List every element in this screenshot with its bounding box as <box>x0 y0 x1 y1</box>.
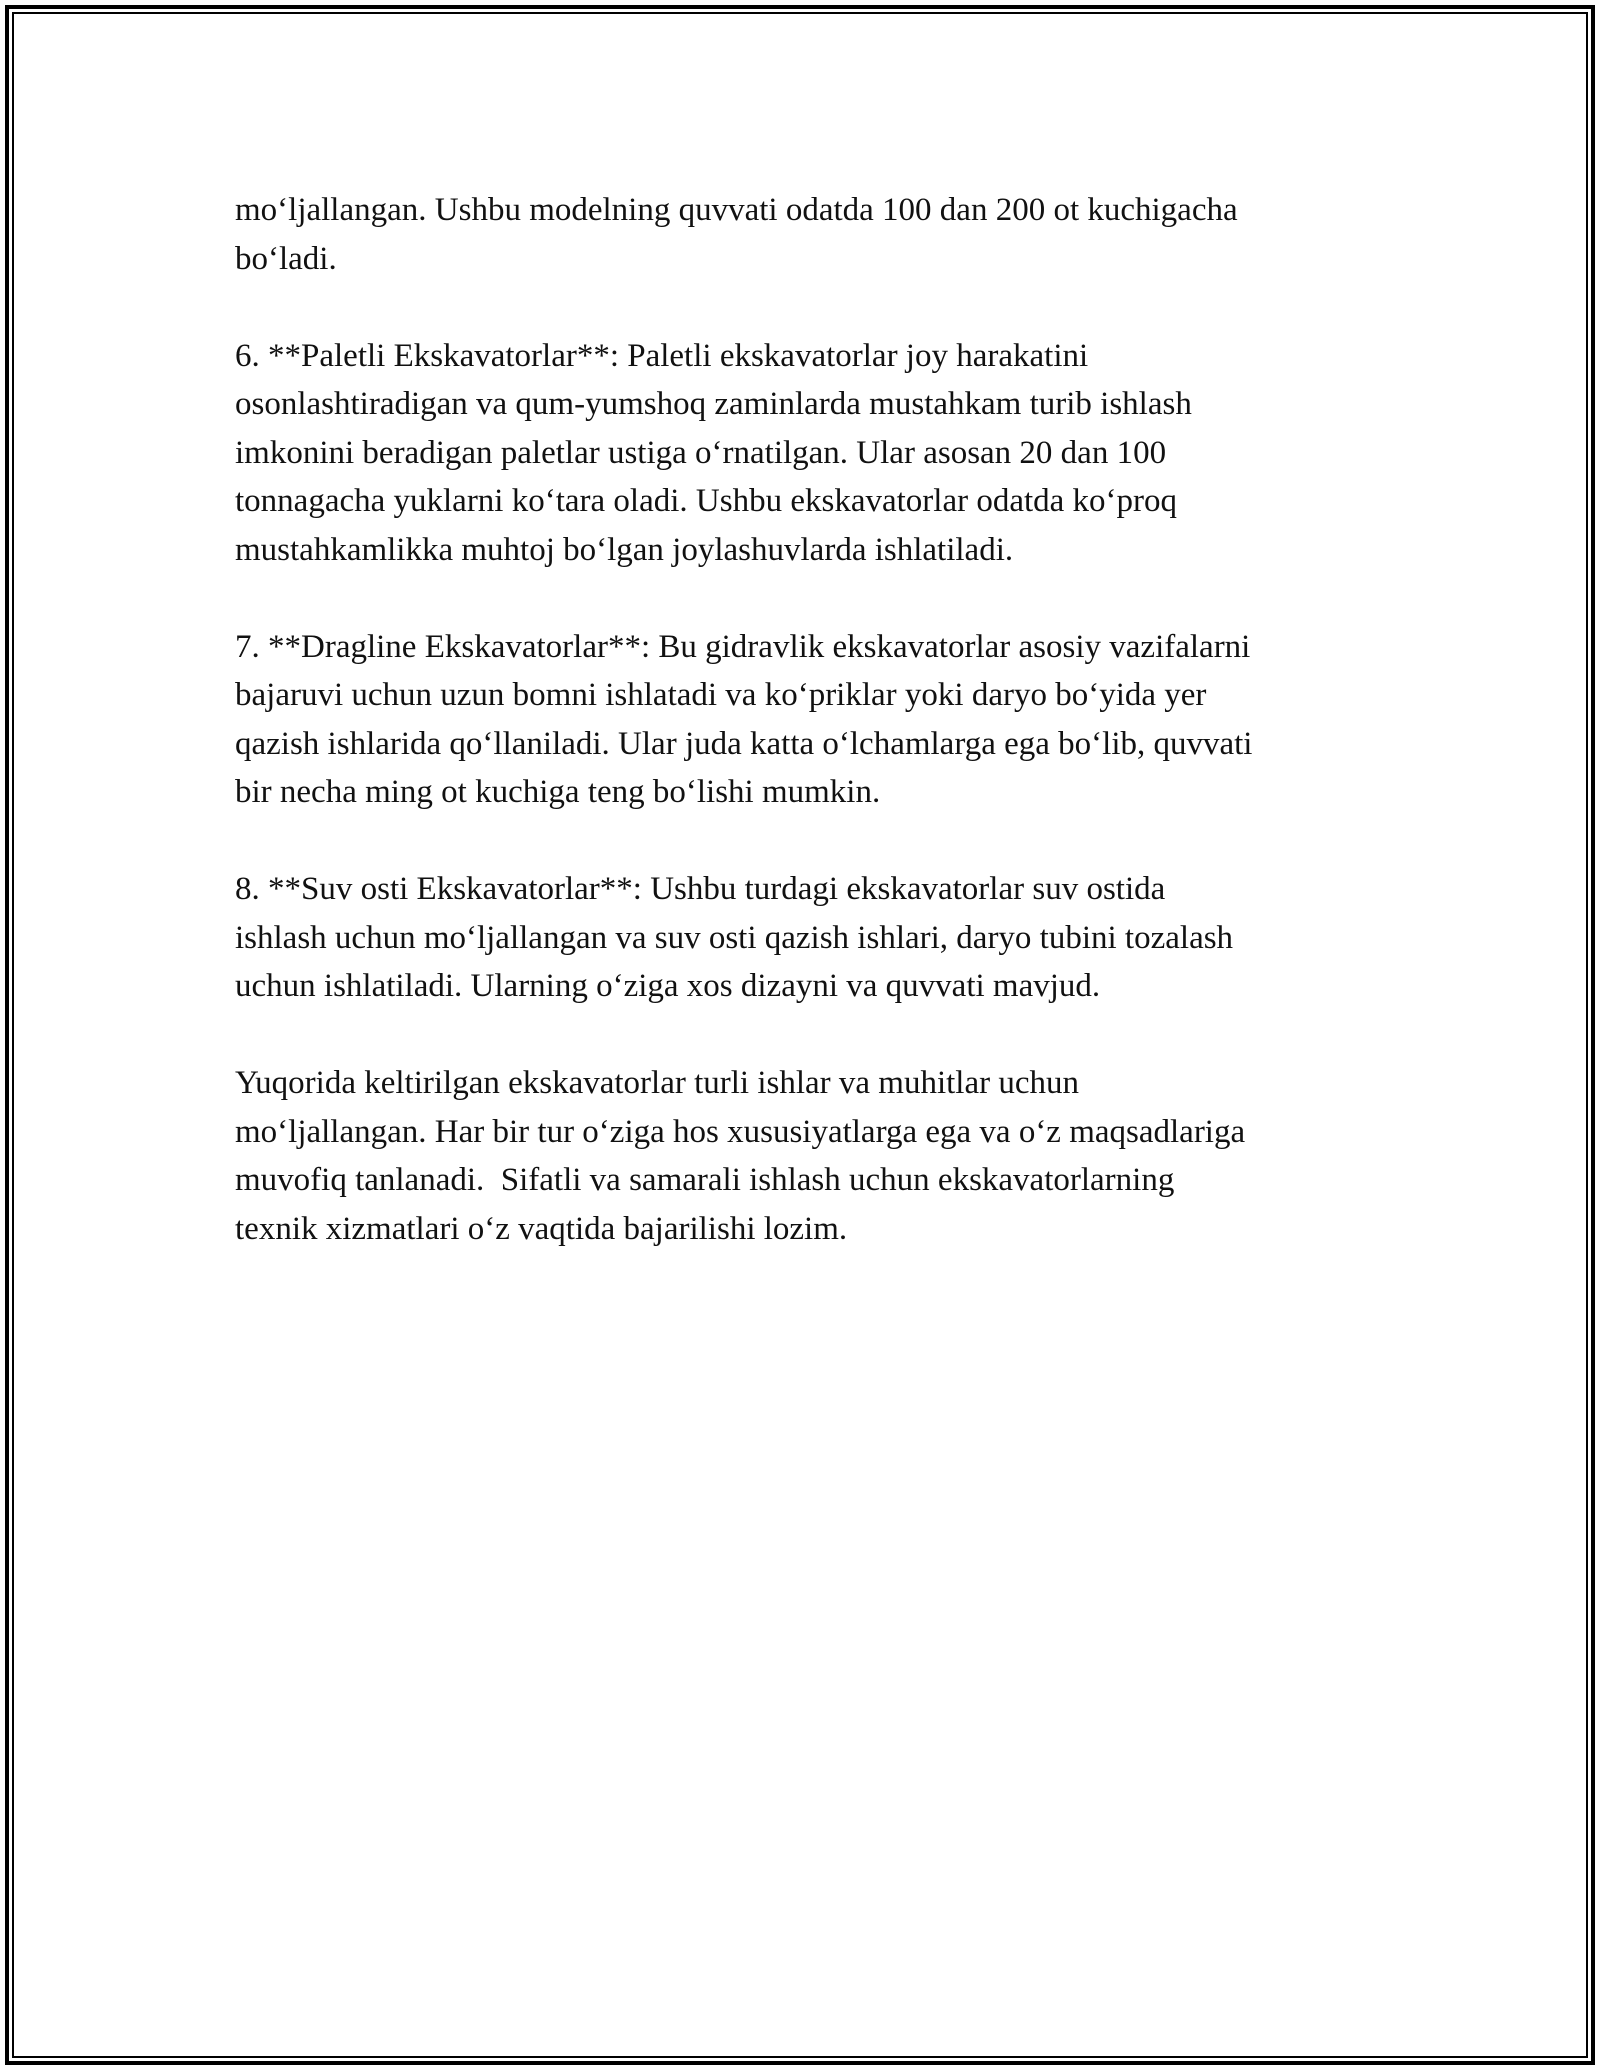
text-line: tonnagacha yuklarni ko‘tara oladi. Ushbu ekskavatorlar odatda ko‘proq <box>235 483 1178 519</box>
text-line: bir necha ming ot kuchiga teng bo‘lishi mumkin. <box>235 774 881 810</box>
paragraph-continuation <box>235 186 1385 283</box>
text-line: bo‘ladi. <box>235 240 337 277</box>
text-line: mustahkamlikka muhtoj bo‘lgan joylashuvlarda ishlatiladi. <box>235 531 1014 568</box>
paragraph-conclusion <box>235 1059 1385 1253</box>
text-line: mo‘ljallangan. Har bir tur o‘ziga hos xususiyatlarga ega va o‘z maqsadlariga <box>235 1113 1246 1150</box>
document-body <box>235 186 1385 1302</box>
paragraph-dragline-ekskavatorlar <box>235 623 1385 817</box>
text-line: uchun ishlatiladi. Ularning o‘ziga xos dizayni va quvvati mavjud. <box>235 968 1101 1004</box>
text-line: osonlashtiradigan va qum-yumshoq zaminlarda mustahkam turib ishlash <box>235 386 1192 422</box>
text-line: 7. **Dragline Ekskavatorlar**: Bu gidravlik ekskavatorlar asosiy vazifalarni <box>235 628 1251 665</box>
text-line: imkonini beradigan paletlar ustiga o‘rnatilgan. Ular asosan 20 dan 100 <box>235 434 1167 471</box>
paragraph-suv-osti-ekskavatorlar <box>235 865 1385 1011</box>
text-line: 8. **Suv osti Ekskavatorlar**: Ushbu turdagi ekskavatorlar suv ostida <box>235 871 1166 907</box>
text-line: qazish ishlarida qo‘llaniladi. Ular juda katta o‘lchamlarga ega bo‘lib, quvvati <box>235 725 1253 762</box>
paragraph-paletli-ekskavatorlar <box>235 332 1385 575</box>
text-line: 6. **Paletli Ekskavatorlar**: Paletli ekskavatorlar joy harakatini <box>235 337 1089 374</box>
text-line: texnik xizmatlari o‘z vaqtida bajarilishi lozim. <box>235 1210 848 1247</box>
text-line: Yuqorida keltirilgan ekskavatorlar turli ishlar va muhitlar uchun <box>235 1065 1080 1101</box>
text-line: muvofiq tanlanadi. Sifatli va samarali ishlash uchun ekskavatorlarning <box>235 1162 1175 1198</box>
text-line: ishlash uchun mo‘ljallangan va suv osti qazish ishlari, daryo tubini tozalash <box>235 919 1234 956</box>
text-line: bajaruvi uchun uzun bomni ishlatadi va ko‘priklar yoki daryo bo‘yida yer <box>235 677 1207 713</box>
text-line: mo‘ljallangan. Ushbu modelning quvvati odatda 100 dan 200 ot kuchigacha <box>235 192 1238 228</box>
